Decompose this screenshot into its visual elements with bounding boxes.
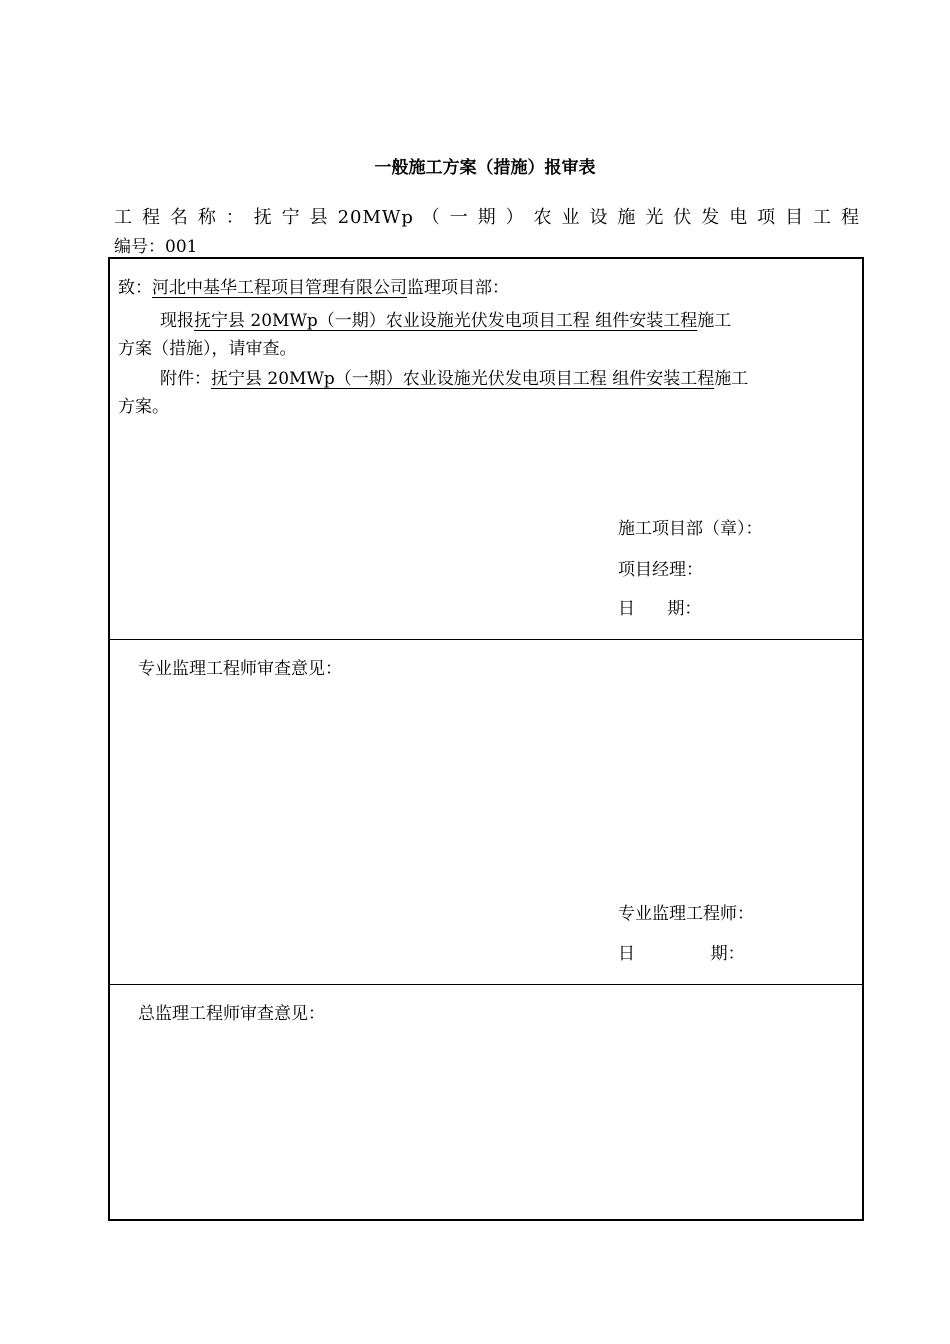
project-name-line: 工 程 名 称 ： 抚 宁 县 20MWp （ 一 期 ） 农 业 设 施 光 伏 发 电 项 目 工 程 <box>114 207 860 228</box>
date-label-1: 日 期： <box>618 599 702 619</box>
project-manager-label: 项目经理： <box>618 560 703 580</box>
supervisor-company: 河北中基华工程项目管理有限公司 <box>152 278 407 298</box>
review-form-table <box>108 257 864 1221</box>
specialist-engineer-label: 专业监理工程师： <box>618 904 754 924</box>
attachment-project-name: 抚宁县 20MWp（一期）农业设施光伏发电项目工程 组件安装工程 <box>211 369 715 389</box>
attachment-line: 附件：抚宁县 20MWp（一期）农业设施光伏发电项目工程 组件安装工程施工 <box>160 369 749 389</box>
document-number <box>114 232 197 257</box>
row-divider-1 <box>108 639 864 640</box>
addressee-line: 致：河北中基华工程项目管理有限公司监理项目部： <box>118 278 509 298</box>
code-label: 编号： <box>114 237 165 257</box>
chief-opinion-heading: 总监理工程师审查意见： <box>138 1004 325 1024</box>
page-title: 一般施工方案（措施）报审表 <box>374 158 596 178</box>
specialist-opinion-heading: 专业监理工程师审查意见： <box>138 659 342 679</box>
code-value: 001 <box>165 237 198 257</box>
row-divider-2 <box>108 984 864 985</box>
report-line: 现报抚宁县 20MWp（一期）农业设施光伏发电项目工程 组件安装工程施工 <box>160 311 732 331</box>
date-label-2: 日 期： <box>618 944 745 964</box>
report-project-name: 抚宁县 20MWp（一期）农业设施光伏发电项目工程 组件安装工程 <box>194 311 698 331</box>
report-line-2: 方案（措施），请审查。 <box>118 339 297 359</box>
attachment-line-2: 方案。 <box>118 397 169 417</box>
construction-dept-seal-label: 施工项目部（章）： <box>618 519 763 539</box>
